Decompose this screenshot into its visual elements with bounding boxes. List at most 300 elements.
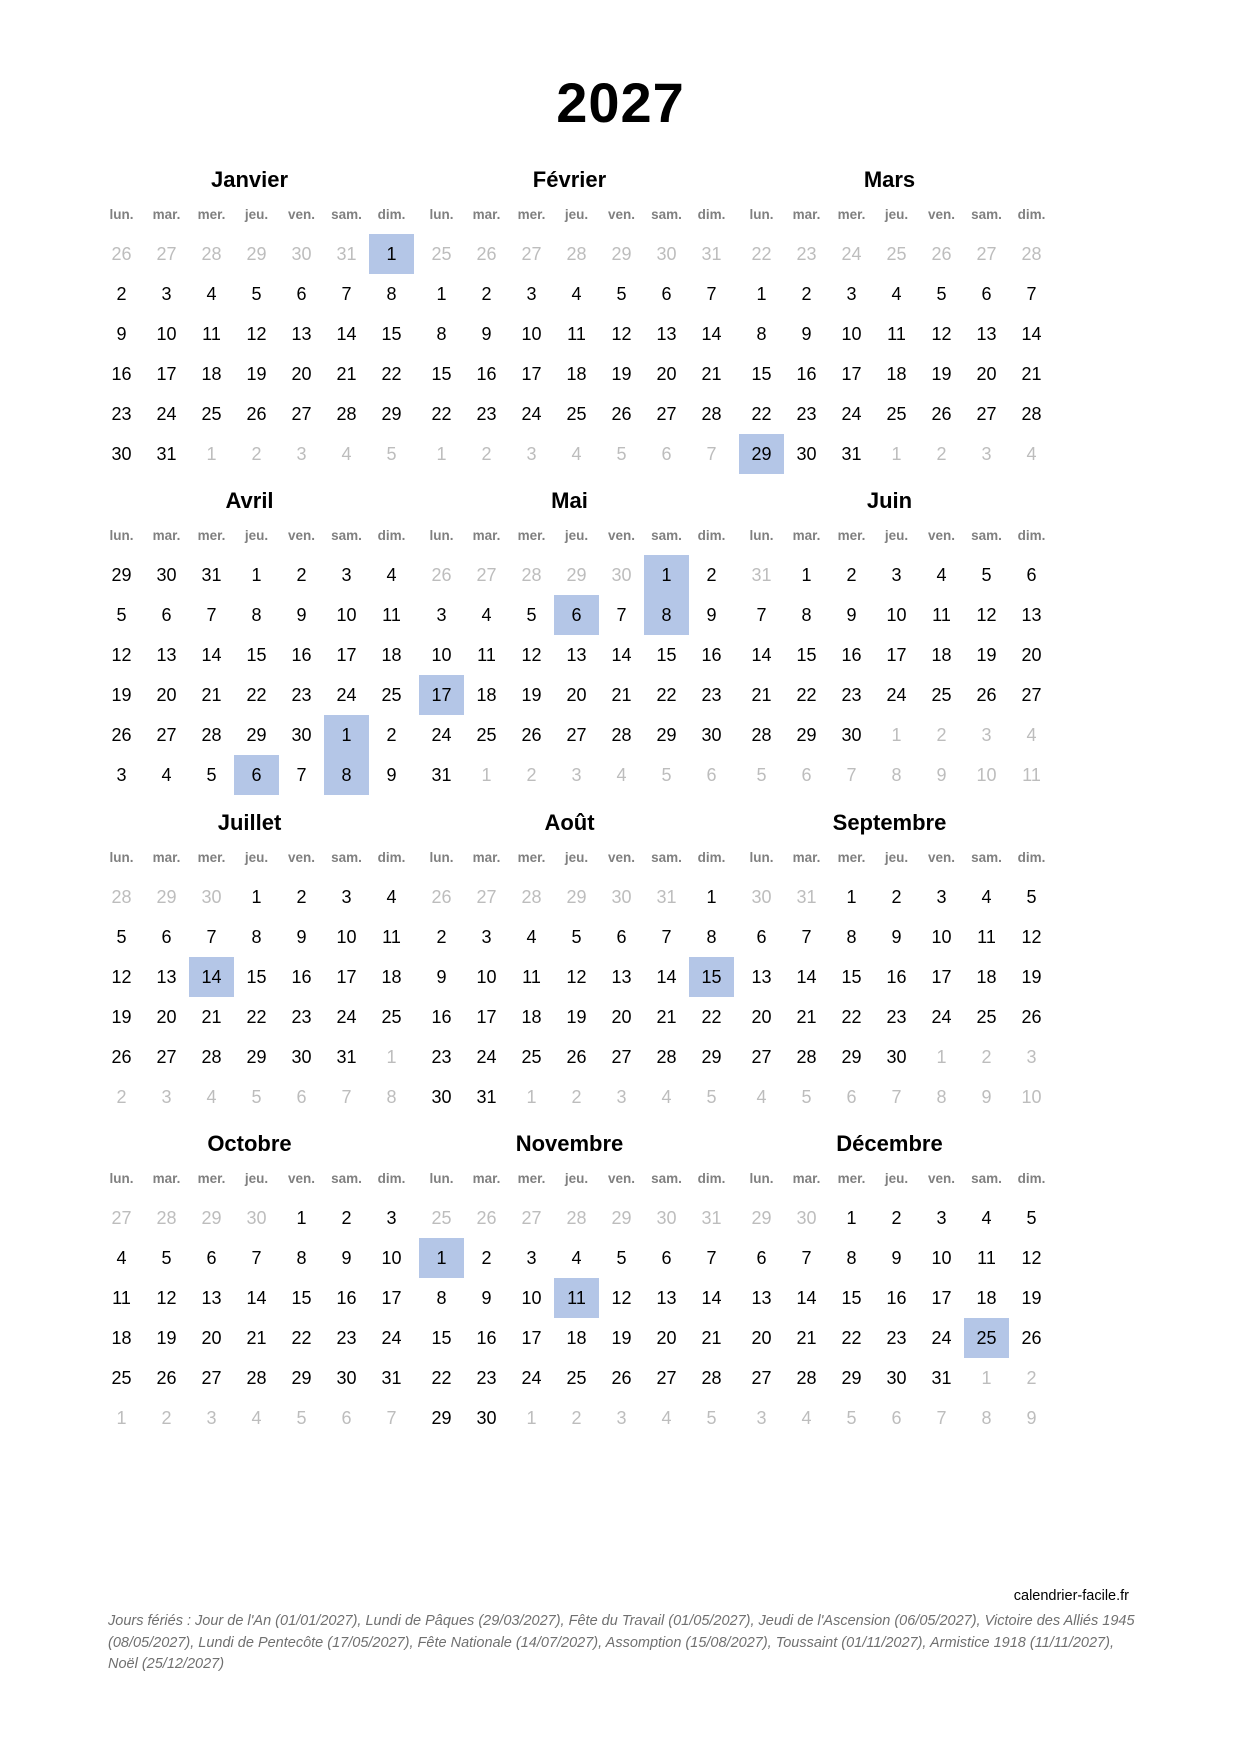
day-cell: 6 bbox=[661, 1248, 672, 1268]
day-cell: 24 bbox=[336, 1007, 357, 1027]
day-cell: 28 bbox=[246, 1368, 267, 1388]
day-cell: 22 bbox=[246, 1007, 267, 1027]
weekday-header-row bbox=[739, 847, 1054, 869]
day-cell: 23 bbox=[796, 404, 817, 424]
day-cell: 29 bbox=[111, 565, 132, 585]
month-block bbox=[739, 808, 1054, 1117]
month-name: Avril bbox=[225, 488, 274, 513]
weekday-label: dim. bbox=[697, 850, 726, 865]
day-cell: 21 bbox=[796, 1328, 817, 1348]
day-cell: 7 bbox=[616, 605, 627, 625]
day-cell: 16 bbox=[886, 967, 907, 987]
weekday-label: dim. bbox=[1017, 850, 1046, 865]
day-cell: 31 bbox=[336, 244, 357, 264]
day-cell: 26 bbox=[976, 685, 997, 705]
day-cell: 4 bbox=[571, 284, 582, 304]
day-cell: 20 bbox=[291, 364, 312, 384]
day-cell: 29 bbox=[431, 1408, 452, 1428]
day-cell: 21 bbox=[796, 1007, 817, 1027]
day-cell: 1 bbox=[206, 444, 217, 464]
month-name: Mars bbox=[863, 167, 916, 192]
day-cell: 13 bbox=[611, 967, 632, 987]
day-cell: 5 bbox=[756, 765, 767, 785]
day-cell: 4 bbox=[481, 605, 492, 625]
day-cell: 25 bbox=[431, 244, 452, 264]
month-block bbox=[99, 486, 414, 795]
day-cell: 27 bbox=[156, 244, 177, 264]
day-cell: 1 bbox=[846, 887, 857, 907]
weekday-label: ven. bbox=[607, 1171, 635, 1186]
day-cell: 4 bbox=[386, 887, 397, 907]
day-cell: 6 bbox=[296, 284, 307, 304]
day-cell: 25 bbox=[566, 404, 587, 424]
month-name: Juin bbox=[866, 488, 913, 513]
day-cell: 22 bbox=[751, 404, 772, 424]
day-cell: 29 bbox=[611, 1208, 632, 1228]
weekday-header-row bbox=[419, 847, 734, 869]
day-cell: 30 bbox=[431, 1087, 452, 1107]
day-cell: 30 bbox=[796, 444, 817, 464]
day-cell: 12 bbox=[246, 324, 267, 344]
day-cell: 3 bbox=[891, 565, 902, 585]
day-cell: 6 bbox=[661, 284, 672, 304]
weekday-header-row bbox=[739, 204, 1054, 226]
day-cell: 14 bbox=[336, 324, 357, 344]
day-cell: 19 bbox=[111, 1007, 132, 1027]
day-grid bbox=[99, 234, 414, 474]
day-cell: 3 bbox=[206, 1408, 217, 1428]
day-cell: 8 bbox=[386, 284, 397, 304]
day-cell: 5 bbox=[661, 765, 672, 785]
day-cell: 9 bbox=[981, 1087, 992, 1107]
weekday-label: mar. bbox=[152, 207, 181, 222]
day-cell: 23 bbox=[886, 1007, 907, 1027]
day-cell: 31 bbox=[336, 1047, 357, 1067]
day-cell: 23 bbox=[886, 1328, 907, 1348]
day-cell: 10 bbox=[431, 645, 452, 665]
day-cell: 19 bbox=[611, 1328, 632, 1348]
day-cell: 24 bbox=[336, 685, 357, 705]
day-cell: 20 bbox=[656, 364, 677, 384]
weekday-label: ven. bbox=[607, 528, 635, 543]
weekday-label: dim. bbox=[697, 1171, 726, 1186]
day-cell: 9 bbox=[936, 765, 947, 785]
day-cell: 30 bbox=[796, 1208, 817, 1228]
holiday-day-cell: 29 bbox=[739, 434, 784, 474]
day-cell: 15 bbox=[291, 1288, 312, 1308]
day-cell: 22 bbox=[656, 685, 677, 705]
day-cell: 26 bbox=[246, 404, 267, 424]
day-cell: 21 bbox=[201, 1007, 222, 1027]
weekday-label: dim. bbox=[1017, 207, 1046, 222]
day-cell: 25 bbox=[381, 1007, 402, 1027]
day-cell: 18 bbox=[931, 645, 952, 665]
day-cell: 27 bbox=[976, 404, 997, 424]
day-cell: 13 bbox=[156, 645, 177, 665]
weekday-label: lun. bbox=[749, 207, 774, 222]
day-cell: 14 bbox=[201, 645, 222, 665]
day-cell: 21 bbox=[336, 364, 357, 384]
day-cell: 17 bbox=[476, 1007, 497, 1027]
day-cell: 24 bbox=[381, 1328, 402, 1348]
weekday-label: dim. bbox=[377, 850, 406, 865]
day-cell: 7 bbox=[891, 1087, 902, 1107]
day-cell: 27 bbox=[1021, 685, 1042, 705]
day-cell: 5 bbox=[116, 605, 127, 625]
day-cell: 31 bbox=[841, 444, 862, 464]
day-cell: 13 bbox=[656, 324, 677, 344]
day-cell: 16 bbox=[476, 364, 497, 384]
weekday-label: sam. bbox=[651, 1171, 682, 1186]
day-cell: 7 bbox=[801, 927, 812, 947]
day-cell: 27 bbox=[156, 725, 177, 745]
day-cell: 31 bbox=[701, 244, 722, 264]
weekday-label: lun. bbox=[429, 207, 454, 222]
day-cell: 1 bbox=[481, 765, 492, 785]
day-cell: 10 bbox=[841, 324, 862, 344]
weekday-label: mar. bbox=[792, 207, 821, 222]
weekday-label: lun. bbox=[109, 850, 134, 865]
day-cell: 7 bbox=[846, 765, 857, 785]
weekday-label: jeu. bbox=[244, 528, 269, 543]
holiday-day-cell: 15 bbox=[689, 957, 734, 997]
day-cell: 20 bbox=[1021, 645, 1042, 665]
day-cell: 18 bbox=[566, 364, 587, 384]
day-cell: 5 bbox=[571, 927, 582, 947]
day-cell: 28 bbox=[111, 887, 132, 907]
day-cell: 16 bbox=[336, 1288, 357, 1308]
day-cell: 29 bbox=[246, 244, 267, 264]
day-cell: 13 bbox=[156, 967, 177, 987]
day-grid bbox=[419, 1198, 734, 1438]
weekday-label: mar. bbox=[152, 850, 181, 865]
day-cell: 11 bbox=[382, 605, 401, 625]
day-cell: 19 bbox=[566, 1007, 587, 1027]
weekday-label: mar. bbox=[792, 1171, 821, 1186]
day-cell: 31 bbox=[751, 565, 772, 585]
day-cell: 6 bbox=[206, 1248, 217, 1268]
day-cell: 11 bbox=[522, 967, 541, 987]
day-cell: 13 bbox=[291, 324, 312, 344]
day-cell: 9 bbox=[481, 1288, 492, 1308]
day-cell: 10 bbox=[476, 967, 497, 987]
day-cell: 26 bbox=[931, 244, 952, 264]
day-cell: 4 bbox=[341, 444, 352, 464]
day-cell: 4 bbox=[661, 1087, 672, 1107]
day-cell: 9 bbox=[436, 967, 447, 987]
year-title: 2027 bbox=[556, 71, 685, 134]
day-cell: 20 bbox=[156, 685, 177, 705]
day-cell: 28 bbox=[566, 1208, 587, 1228]
day-cell: 12 bbox=[1021, 1248, 1042, 1268]
day-cell: 28 bbox=[796, 1047, 817, 1067]
day-cell: 27 bbox=[111, 1208, 132, 1228]
day-cell: 30 bbox=[111, 444, 132, 464]
weekday-label: ven. bbox=[287, 850, 315, 865]
day-cell: 7 bbox=[936, 1408, 947, 1428]
day-cell: 1 bbox=[296, 1208, 307, 1228]
weekday-label: sam. bbox=[331, 528, 362, 543]
day-cell: 6 bbox=[616, 927, 627, 947]
day-cell: 26 bbox=[611, 404, 632, 424]
day-cell: 15 bbox=[841, 1288, 862, 1308]
day-cell: 27 bbox=[976, 244, 997, 264]
day-cell: 30 bbox=[701, 725, 722, 745]
day-cell: 7 bbox=[296, 765, 307, 785]
weekday-label: dim. bbox=[1017, 1171, 1046, 1186]
day-cell: 29 bbox=[566, 887, 587, 907]
day-cell: 7 bbox=[251, 1248, 262, 1268]
day-cell: 10 bbox=[336, 927, 357, 947]
day-cell: 25 bbox=[201, 404, 222, 424]
day-cell: 19 bbox=[1021, 1288, 1042, 1308]
day-cell: 3 bbox=[526, 284, 537, 304]
day-cell: 19 bbox=[611, 364, 632, 384]
day-cell: 28 bbox=[336, 404, 357, 424]
day-cell: 6 bbox=[661, 444, 672, 464]
weekday-label: mer. bbox=[837, 207, 866, 222]
day-cell: 16 bbox=[841, 645, 862, 665]
day-cell: 1 bbox=[891, 725, 902, 745]
weekday-label: sam. bbox=[971, 1171, 1002, 1186]
month-name: Octobre bbox=[207, 1131, 292, 1156]
day-cell: 9 bbox=[801, 324, 812, 344]
day-cell: 28 bbox=[656, 1047, 677, 1067]
day-cell: 4 bbox=[571, 444, 582, 464]
day-cell: 20 bbox=[156, 1007, 177, 1027]
day-cell: 17 bbox=[521, 1328, 542, 1348]
day-cell: 15 bbox=[246, 645, 267, 665]
day-cell: 4 bbox=[756, 1087, 767, 1107]
day-cell: 9 bbox=[116, 324, 127, 344]
day-cell: 1 bbox=[251, 565, 262, 585]
day-cell: 17 bbox=[336, 645, 357, 665]
day-cell: 30 bbox=[246, 1208, 267, 1228]
day-cell: 30 bbox=[751, 887, 772, 907]
day-cell: 9 bbox=[386, 765, 397, 785]
day-cell: 26 bbox=[1021, 1007, 1042, 1027]
day-cell: 28 bbox=[751, 725, 772, 745]
day-cell: 1 bbox=[116, 1408, 127, 1428]
day-cell: 26 bbox=[476, 1208, 497, 1228]
day-grid bbox=[419, 877, 734, 1117]
day-cell: 30 bbox=[476, 1408, 497, 1428]
day-cell: 9 bbox=[296, 927, 307, 947]
weekday-label: sam. bbox=[331, 1171, 362, 1186]
day-cell: 15 bbox=[431, 1328, 452, 1348]
day-cell: 21 bbox=[701, 1328, 722, 1348]
weekday-label: mer. bbox=[197, 528, 226, 543]
day-cell: 23 bbox=[476, 1368, 497, 1388]
day-cell: 2 bbox=[296, 565, 307, 585]
day-cell: 20 bbox=[656, 1328, 677, 1348]
day-cell: 19 bbox=[1021, 967, 1042, 987]
day-cell: 27 bbox=[476, 887, 497, 907]
day-cell: 16 bbox=[111, 364, 132, 384]
weekday-label: mer. bbox=[837, 850, 866, 865]
day-cell: 13 bbox=[1021, 605, 1042, 625]
day-cell: 26 bbox=[566, 1047, 587, 1067]
month-name: Juillet bbox=[217, 810, 282, 835]
day-cell: 4 bbox=[206, 284, 217, 304]
weekday-label: lun. bbox=[109, 528, 134, 543]
weekday-label: lun. bbox=[749, 850, 774, 865]
day-cell: 8 bbox=[891, 765, 902, 785]
day-cell: 27 bbox=[611, 1047, 632, 1067]
day-cell: 3 bbox=[161, 1087, 172, 1107]
day-cell: 23 bbox=[336, 1328, 357, 1348]
day-cell: 22 bbox=[381, 364, 402, 384]
day-cell: 31 bbox=[931, 1368, 952, 1388]
weekday-label: ven. bbox=[927, 528, 955, 543]
day-cell: 27 bbox=[156, 1047, 177, 1067]
day-cell: 30 bbox=[336, 1368, 357, 1388]
day-cell: 7 bbox=[706, 284, 717, 304]
day-cell: 10 bbox=[521, 1288, 542, 1308]
month-block bbox=[419, 486, 734, 795]
day-cell: 6 bbox=[296, 1087, 307, 1107]
weekday-label: dim. bbox=[1017, 528, 1046, 543]
weekday-label: ven. bbox=[287, 1171, 315, 1186]
day-cell: 8 bbox=[706, 927, 717, 947]
day-cell: 7 bbox=[206, 927, 217, 947]
day-cell: 1 bbox=[436, 444, 447, 464]
day-cell: 31 bbox=[381, 1368, 402, 1388]
day-cell: 5 bbox=[251, 1087, 262, 1107]
weekday-label: ven. bbox=[287, 207, 315, 222]
day-cell: 6 bbox=[981, 284, 992, 304]
day-cell: 14 bbox=[611, 645, 632, 665]
weekday-label: ven. bbox=[287, 528, 315, 543]
holiday-day-cell: 1 bbox=[324, 715, 369, 755]
day-cell: 9 bbox=[891, 927, 902, 947]
weekday-label: sam. bbox=[331, 207, 362, 222]
weekday-label: jeu. bbox=[244, 207, 269, 222]
day-cell: 28 bbox=[201, 244, 222, 264]
day-cell: 4 bbox=[526, 927, 537, 947]
day-cell: 30 bbox=[611, 565, 632, 585]
day-cell: 3 bbox=[161, 284, 172, 304]
day-cell: 16 bbox=[291, 645, 312, 665]
day-cell: 31 bbox=[201, 565, 222, 585]
day-cell: 29 bbox=[291, 1368, 312, 1388]
day-cell: 20 bbox=[611, 1007, 632, 1027]
weekday-header-row bbox=[99, 1168, 414, 1190]
day-cell: 28 bbox=[1021, 404, 1042, 424]
day-cell: 29 bbox=[796, 725, 817, 745]
day-cell: 8 bbox=[846, 927, 857, 947]
day-cell: 14 bbox=[1021, 324, 1042, 344]
day-cell: 22 bbox=[431, 1368, 452, 1388]
day-cell: 30 bbox=[291, 725, 312, 745]
day-cell: 15 bbox=[246, 967, 267, 987]
day-cell: 19 bbox=[976, 645, 997, 665]
day-cell: 22 bbox=[841, 1007, 862, 1027]
weekday-label: lun. bbox=[429, 1171, 454, 1186]
day-cell: 28 bbox=[521, 887, 542, 907]
month-block bbox=[99, 1129, 414, 1438]
day-cell: 4 bbox=[1026, 444, 1037, 464]
day-cell: 5 bbox=[116, 927, 127, 947]
month-name: Janvier bbox=[210, 167, 289, 192]
weekday-label: sam. bbox=[651, 850, 682, 865]
day-cell: 25 bbox=[431, 1208, 452, 1228]
day-cell: 22 bbox=[841, 1328, 862, 1348]
day-cell: 16 bbox=[291, 967, 312, 987]
weekday-header-row bbox=[419, 525, 734, 547]
day-cell: 30 bbox=[886, 1047, 907, 1067]
day-cell: 12 bbox=[611, 324, 632, 344]
day-cell: 8 bbox=[846, 1248, 857, 1268]
day-cell: 24 bbox=[931, 1007, 952, 1027]
month-block bbox=[419, 165, 734, 474]
day-cell: 5 bbox=[846, 1408, 857, 1428]
day-cell: 20 bbox=[751, 1007, 772, 1027]
day-grid bbox=[419, 234, 734, 474]
day-cell: 10 bbox=[931, 1248, 952, 1268]
day-cell: 27 bbox=[566, 725, 587, 745]
weekday-label: lun. bbox=[109, 207, 134, 222]
day-cell: 5 bbox=[616, 444, 627, 464]
day-cell: 31 bbox=[156, 444, 177, 464]
day-cell: 19 bbox=[156, 1328, 177, 1348]
day-cell: 13 bbox=[201, 1288, 222, 1308]
day-cell: 7 bbox=[661, 927, 672, 947]
day-cell: 4 bbox=[801, 1408, 812, 1428]
day-cell: 6 bbox=[846, 1087, 857, 1107]
day-cell: 25 bbox=[931, 685, 952, 705]
day-cell: 1 bbox=[706, 887, 717, 907]
holiday-day-cell: 1 bbox=[644, 555, 689, 595]
day-cell: 26 bbox=[431, 565, 452, 585]
day-cell: 6 bbox=[1026, 565, 1037, 585]
day-cell: 10 bbox=[336, 605, 357, 625]
weekday-label: mar. bbox=[152, 1171, 181, 1186]
day-cell: 29 bbox=[751, 1208, 772, 1228]
weekday-label: jeu. bbox=[564, 1171, 589, 1186]
month-name: Décembre bbox=[836, 1131, 943, 1156]
day-cell: 7 bbox=[386, 1408, 397, 1428]
day-cell: 28 bbox=[611, 725, 632, 745]
day-cell: 4 bbox=[571, 1248, 582, 1268]
day-cell: 3 bbox=[616, 1087, 627, 1107]
weekday-label: jeu. bbox=[884, 528, 909, 543]
day-cell: 13 bbox=[976, 324, 997, 344]
weekday-header-row bbox=[99, 525, 414, 547]
day-cell: 30 bbox=[156, 565, 177, 585]
day-cell: 12 bbox=[156, 1288, 177, 1308]
day-cell: 18 bbox=[381, 967, 402, 987]
day-cell: 14 bbox=[701, 1288, 722, 1308]
day-cell: 5 bbox=[936, 284, 947, 304]
day-cell: 29 bbox=[566, 565, 587, 585]
weekday-label: lun. bbox=[749, 1171, 774, 1186]
month-block bbox=[739, 1129, 1054, 1438]
day-grid bbox=[739, 234, 1054, 474]
day-cell: 25 bbox=[566, 1368, 587, 1388]
day-cell: 14 bbox=[796, 1288, 817, 1308]
day-cell: 11 bbox=[567, 324, 586, 344]
weekday-label: mar. bbox=[472, 528, 501, 543]
day-cell: 5 bbox=[616, 284, 627, 304]
day-cell: 2 bbox=[936, 725, 947, 745]
day-cell: 26 bbox=[931, 404, 952, 424]
weekday-label: jeu. bbox=[564, 850, 589, 865]
day-cell: 27 bbox=[751, 1047, 772, 1067]
day-cell: 14 bbox=[701, 324, 722, 344]
holiday-day-cell: 6 bbox=[234, 755, 279, 795]
day-cell: 4 bbox=[661, 1408, 672, 1428]
